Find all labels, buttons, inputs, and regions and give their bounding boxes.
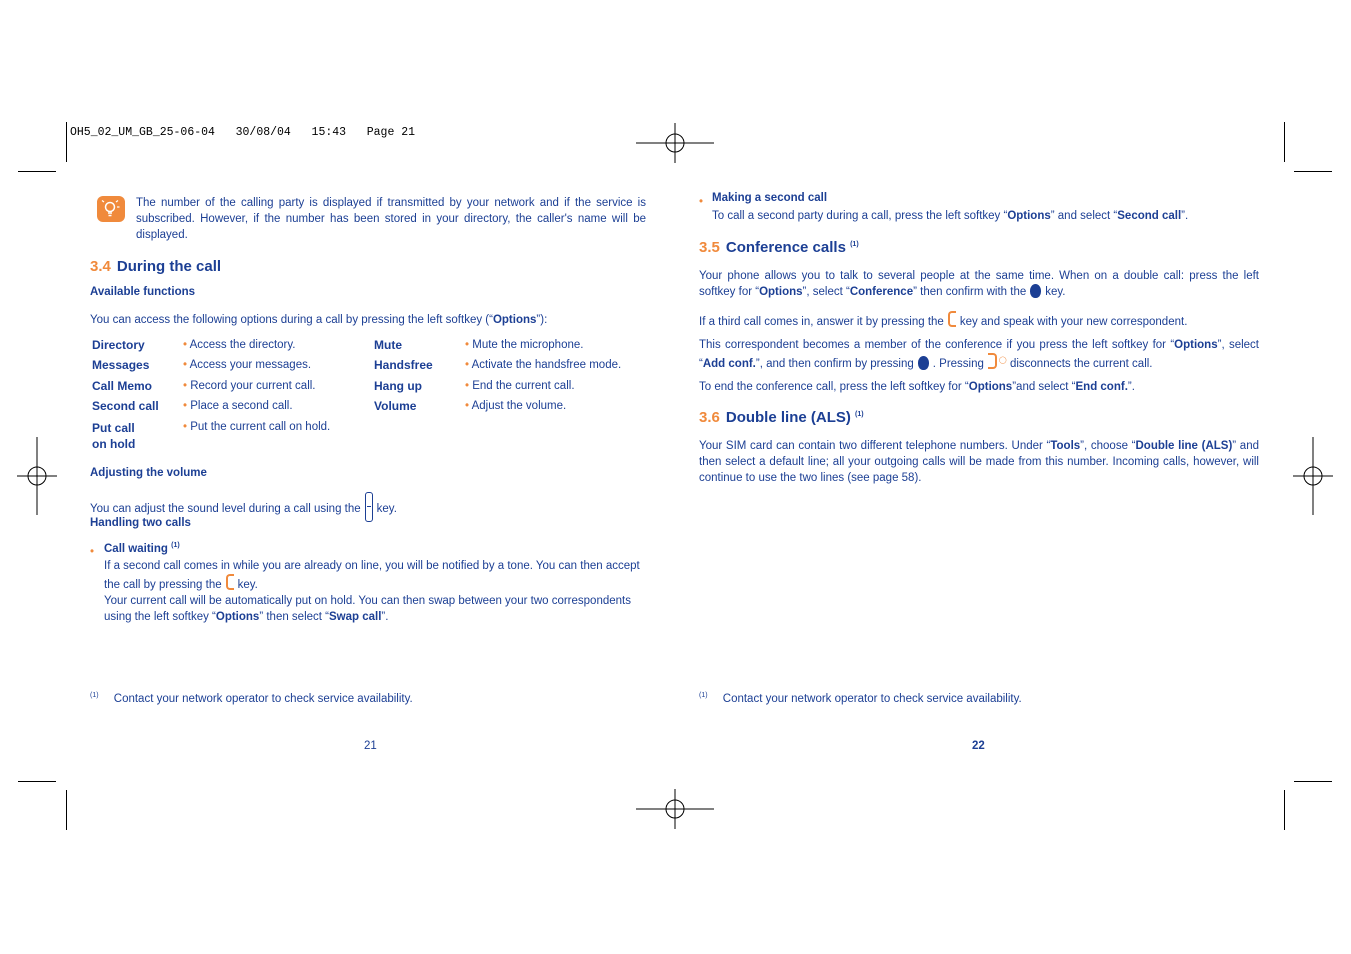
print-slug: OH5_02_UM_GB_25-06-04 30/08/04 15:43 Page 21 xyxy=(70,126,416,139)
conference-p3: This correspondent becomes a member of the conference if you press the left softkey for “Options”, select “Add conf.”, and then confirm by pressing . Pressing ◯ disconnects the current call. xyxy=(699,339,1259,370)
available-functions-intro: You can access the following options during a call by pressing the left softkey (“Options”): xyxy=(90,314,548,326)
making-second-text: To call a second party during a call, press the left softkey “Options” and select “Second call”. xyxy=(712,210,1189,222)
function-desc: • Mute the microphone. xyxy=(465,339,584,351)
call-key-icon xyxy=(226,574,234,590)
function-desc: • Access your messages. xyxy=(183,359,312,371)
function-desc: • Record your current call. xyxy=(183,380,316,392)
volume-key-icon xyxy=(365,492,373,522)
ok-key-icon xyxy=(1030,284,1041,298)
call-key-icon xyxy=(948,311,956,327)
function-label: Handsfree xyxy=(374,358,433,372)
double-line-text: Your SIM card can contain two different telephone numbers. Under “Tools”, choose “Double line (ALS)” and then select a default line; all your outgoing calls will be made from this number. Incoming calls, however, will continue to use the two lines (see page 58). xyxy=(699,440,1259,484)
function-label: Directory xyxy=(92,338,145,352)
call-waiting-text: If a second call comes in while you are already on line, you will be notified by a tone. You can then accept the call by pressing the key. Your current call will be automatically put on hold. You can then swap between your two correspondents using the left softkey “Options” then select “Swap call”. xyxy=(104,560,640,623)
left-footnote: $^{(1)}$ Contact your network operator to check service availability. xyxy=(90,692,413,705)
registration-mark-bottom xyxy=(636,789,714,829)
end-key-icon xyxy=(988,353,997,369)
handling-two-calls-heading: Handling two calls xyxy=(90,517,191,529)
adjusting-volume-heading: Adjusting the volume xyxy=(90,467,207,479)
left-page-number: 21 xyxy=(364,740,377,752)
registration-mark-right xyxy=(1293,437,1333,515)
function-label: Volume xyxy=(374,399,417,413)
ok-key-icon xyxy=(918,356,929,370)
function-desc: • Place a second call. xyxy=(183,400,293,412)
registration-mark-top xyxy=(636,123,714,163)
function-label: Hang up xyxy=(374,379,422,393)
function-desc: • Activate the handsfree mode. xyxy=(465,359,622,371)
function-label: Second call xyxy=(92,399,159,413)
function-desc: • Access the directory. xyxy=(183,339,296,351)
making-second-title: Making a second call xyxy=(712,192,828,204)
note-text: The number of the calling party is displayed if transmitted by your network and if the service is subscribed. However, if the number has been stored in your directory, the caller's name will be displayed. xyxy=(136,197,646,241)
adjusting-volume-text: You can adjust the sound level during a call using the key. xyxy=(90,492,397,522)
registration-mark-left xyxy=(17,437,57,515)
right-page-number: 22 xyxy=(972,740,985,752)
lightbulb-icon xyxy=(97,196,125,222)
function-label: Messages xyxy=(92,358,150,372)
section-3-4-heading: 3.4 During the call xyxy=(90,258,222,275)
making-second-bullet: • xyxy=(699,196,704,208)
conference-p4: To end the conference call, press the left softkey for “Options”and select “End conf.”. xyxy=(699,381,1135,393)
section-3-6-heading: 3.6 Double line (ALS) $^{(1)}$ xyxy=(699,409,864,426)
function-label: Call Memo xyxy=(92,379,153,393)
section-3-5-heading: 3.5 Conference calls $^{(1)}$ xyxy=(699,239,859,256)
conference-p1: Your phone allows you to talk to several people at the same time. When on a double call: press the left softkey for “Options”, select “Conference” then confirm with the key. xyxy=(699,270,1259,298)
conference-p2: If a third call comes in, answer it by pressing the key and speak with your new correspondent. xyxy=(699,311,1187,330)
function-label: Put call on hold xyxy=(92,421,136,451)
function-desc: • Put the current call on hold. xyxy=(183,421,331,433)
right-footnote: $^{(1)}$ Contact your network operator to check service availability. xyxy=(699,692,1022,705)
function-desc: • End the current call. xyxy=(465,380,575,392)
available-functions-heading: Available functions xyxy=(90,286,196,298)
function-desc: • Adjust the volume. xyxy=(465,400,567,412)
call-waiting-bullet: • xyxy=(90,546,95,558)
call-waiting-title: Call waiting $^{(1)}$ xyxy=(104,542,180,555)
function-label: Mute xyxy=(374,338,402,352)
